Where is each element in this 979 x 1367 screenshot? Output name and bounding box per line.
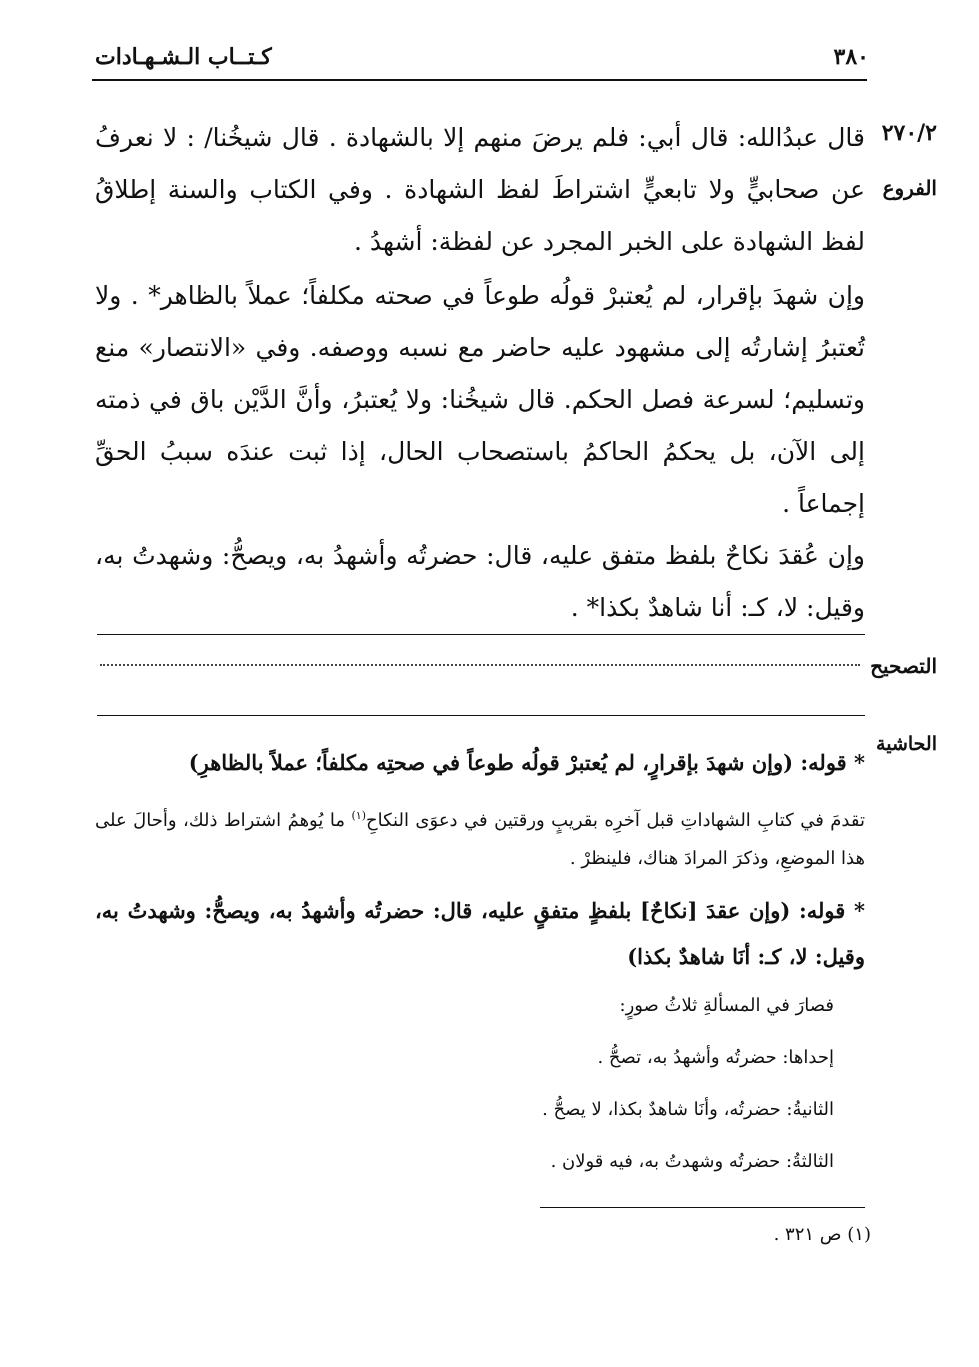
hashiya-case-1: إحداها: حضرتُه وأشهدُ به، تصحُّ . bbox=[597, 1047, 834, 1068]
main-paragraph-2 bbox=[95, 270, 865, 530]
tashih-bottom-rule bbox=[97, 715, 865, 716]
hashiya-quote-1-text: * قوله: (وإن شهدَ بإقرارٍ، لم يُعتبرْ قولُه طوعاً في صحتِه مكلفاً؛ عملاً بالظاهرِ) bbox=[188, 750, 865, 775]
hashiya-note-1-text bbox=[95, 797, 865, 878]
hashiya-note-1-after: ما يُوهمُ اشتراط ذلك، وأحالَ على هذا الموضعِ، وذكرَ المرادَ هناك، فلينظرْ . bbox=[95, 810, 865, 869]
margin-reference: ٢٧٠/٢ bbox=[881, 120, 937, 146]
margin-label-tashih: التصحيح bbox=[870, 654, 937, 678]
hashiya-quote-1 bbox=[95, 740, 865, 786]
hashiya-case-intro: فصارَ في المسألةِ ثلاثُ صورٍ: bbox=[619, 995, 834, 1016]
footnote-divider bbox=[540, 1207, 865, 1208]
margin-label-hashiya: الحاشية bbox=[876, 733, 937, 755]
footnote-marker[interactable]: (١) bbox=[351, 809, 366, 822]
main-paragraph-1 bbox=[95, 112, 865, 268]
footnote-1: (١) ص ٣٢١ . bbox=[773, 1224, 871, 1245]
main-paragraph-3 bbox=[95, 530, 865, 634]
header-divider bbox=[92, 79, 867, 81]
main-paragraph-1-text: قال عبدُالله: قال أبي: فلم يرضَ منهم إلا بالشهادة . قال شيخُنا/ : لا نعرفُ عن صحابيٍّ ولا تابعيٍّ اشتراطَ لفظ الشهادة . وفي الكتاب والسنة إطلاقُ لفظ الشهادة على الخبر المجرد عن لفظة: أشهدُ . bbox=[95, 123, 865, 256]
hashiya-note-1-before: تقدمَ في كتابِ الشهاداتِ قبل آخرِه بقريبٍ ورقتين في دعوَى النكاحِ bbox=[365, 810, 865, 831]
hashiya-cases-list bbox=[542, 980, 834, 1188]
book-title: كـتــاب الـشـهـادات bbox=[95, 44, 272, 70]
hashiya-case-3: الثالثةُ: حضرتُه وشهدتُ به، فيه قولان . bbox=[550, 1151, 834, 1172]
hashiya-case-2: الثانيةُ: حضرتُه، وأنَا شاهدٌ بكذا، لا يصحُّ . bbox=[542, 1099, 834, 1120]
tashih-dotted-line bbox=[100, 664, 860, 666]
margin-label-furu: الفروع bbox=[882, 176, 937, 200]
tashih-top-rule bbox=[97, 634, 865, 635]
page-number: ٣٨٠ bbox=[833, 44, 869, 70]
hashiya-quote-2 bbox=[95, 888, 865, 980]
hashiya-note-1 bbox=[95, 797, 865, 878]
hashiya-quote-2-text: * قوله: (وإن عقدَ [نكاحٌ] بلفظٍ متفقٍ عليه، قال: حضرتُه وأشهدُ به، ويصحُّ: وشهدتُ به، وقيل: لا، كـ: أنَا شاهدٌ بكذا) bbox=[95, 898, 865, 969]
main-paragraph-3-text: وإن عُقدَ نكاحٌ بلفظ متفق عليه، قال: حضرتُه وأشهدُ به، ويصحُّ: وشهدتُ به، وقيل: لا، كـ: أنا شاهدٌ بكذا* . bbox=[95, 541, 865, 622]
main-paragraph-2-text: وإن شهدَ بإقرار، لم يُعتبرْ قولُه طوعاً في صحته مكلفاً؛ عملاً بالظاهر* . ولا تُعتبرُ إشارتُه إلى مشهود عليه حاضر مع نسبه ووصفه. وفي «الانتصار» منع وتسليم؛ لسرعة فصل الحكم. قال شيخُنا: ولا يُعتبرُ، وأنَّ الدَّيْن باق في ذمته إلى الآن، بل يحكمُ الحاكمُ باستصحاب الحال، إذا ثبت عندَه سببُ الحقِّ إجماعاً . bbox=[95, 281, 865, 518]
